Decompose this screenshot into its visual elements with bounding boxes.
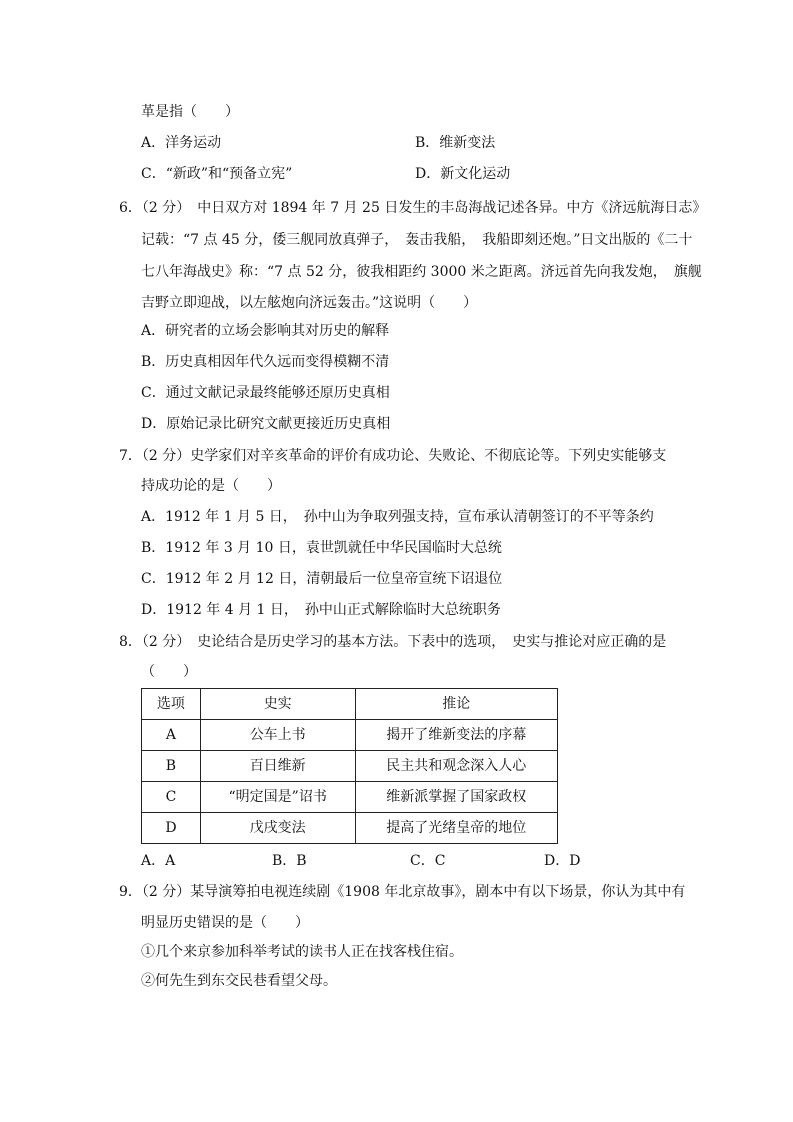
table-cell: 百日维新 (200, 751, 355, 782)
q6-option-a: A．研究者的立场会影响其对历史的解释 (141, 323, 390, 339)
q7-option-b: B．1912 年 3 月 10 日，袁世凯就任中华民国临时大总统 (141, 540, 502, 556)
q9-scene-1: ①几个来京参加科举考试的读书人正在找客栈住宿。 (141, 944, 463, 960)
table-row (142, 720, 558, 751)
q5-option-a: A．洋务运动 (141, 135, 222, 151)
table-row (142, 782, 558, 813)
q6-stem-line-2: 记载：“7 点 45 分，倭三舰同放真弹子， 轰击我船， 我船即刻还炮。”日文出版的《二十 (141, 232, 693, 248)
q5-option-d: D．新文化运动 (415, 166, 511, 182)
table-header-inference: 推论 (355, 689, 557, 720)
q9-stem-line-2: 明显历史错误的是（ ） (141, 915, 309, 931)
q8-option-d: D．D (544, 853, 581, 869)
q8-table (141, 688, 558, 844)
table-header-fact: 史实 (200, 689, 355, 720)
q5-stem-tail: 革是指（ ） (141, 104, 239, 120)
table-header-row (142, 689, 558, 720)
q8-option-c: C．C (410, 853, 446, 869)
q8-stem-line-1: 8．（2 分） 史论结合是历史学习的基本方法。下表中的选项， 史实与推论对应正确的是 (119, 634, 667, 650)
q6-option-b: B．历史真相因年代久远而变得模糊不清 (141, 354, 390, 370)
q7-stem-line-1: 7．（2 分）史学家们对辛亥革命的评价有成功论、失败论、不彻底论等。下列史实能够支 (119, 448, 667, 464)
q6-stem-line-1: 6．（2 分） 中日双方对 1894 年 7 月 25 日发生的丰岛海战记述各异。中方《济远航海日志》 (119, 200, 707, 216)
q8-option-b: B．B (272, 853, 307, 869)
q6-option-c: C．通过文献记录最终能够还原历史真相 (141, 385, 390, 401)
q6-option-d: D．原始记录比研究文献更接近历史真相 (141, 416, 391, 432)
table-cell: 公车上书 (200, 720, 355, 751)
table-cell: 民主共和观念深入人心 (355, 751, 557, 782)
table-cell: 提高了光绪皇帝的地位 (355, 813, 557, 844)
table-row (142, 813, 558, 844)
table-row (142, 751, 558, 782)
q6-stem-line-3: 七八年海战史》称：“7 点 52 分，彼我相距约 3000 米之距离。济远首先向我发炮， 旗舰 (141, 264, 702, 280)
q8-stem-line-2: （ ） (141, 664, 197, 680)
q7-option-c: C．1912 年 2 月 12 日，清朝最后一位皇帝宣统下诏退位 (141, 571, 503, 587)
q7-option-a: A．1912 年 1 月 5 日， 孙中山为争取列强支持，宣布承认清朝签订的不平等条约 (141, 509, 654, 525)
q5-option-c: C．“新政”和“预备立宪” (141, 166, 293, 182)
table-cell: D (142, 813, 201, 844)
q6-stem-line-4: 吉野立即迎战，以左舷炮向济远轰击。”这说明（ ） (141, 295, 478, 311)
q9-stem-line-1: 9．（2 分）某导演筹拍电视连续剧《1908 年北京故事》，剧本中有以下场景，你认为其中有 (119, 884, 686, 900)
table-cell: 揭开了维新变法的序幕 (355, 720, 557, 751)
table-cell: 维新派掌握了国家政权 (355, 782, 557, 813)
table-cell: B (142, 751, 201, 782)
table-cell: A (142, 720, 201, 751)
table-cell: C (142, 782, 201, 813)
table-cell: “明定国是”诏书 (200, 782, 355, 813)
table-header-option: 选项 (142, 689, 201, 720)
q9-scene-2: ②何先生到东交民巷看望父母。 (141, 973, 337, 989)
q8-option-a: A．A (141, 853, 176, 869)
q5-option-b: B．维新变法 (415, 135, 496, 151)
q7-stem-line-2: 持成功论的是（ ） (141, 478, 281, 494)
q7-option-d: D．1912 年 4 月 1 日， 孙中山正式解除临时大总统职务 (141, 602, 501, 618)
table-cell: 戊戌变法 (200, 813, 355, 844)
